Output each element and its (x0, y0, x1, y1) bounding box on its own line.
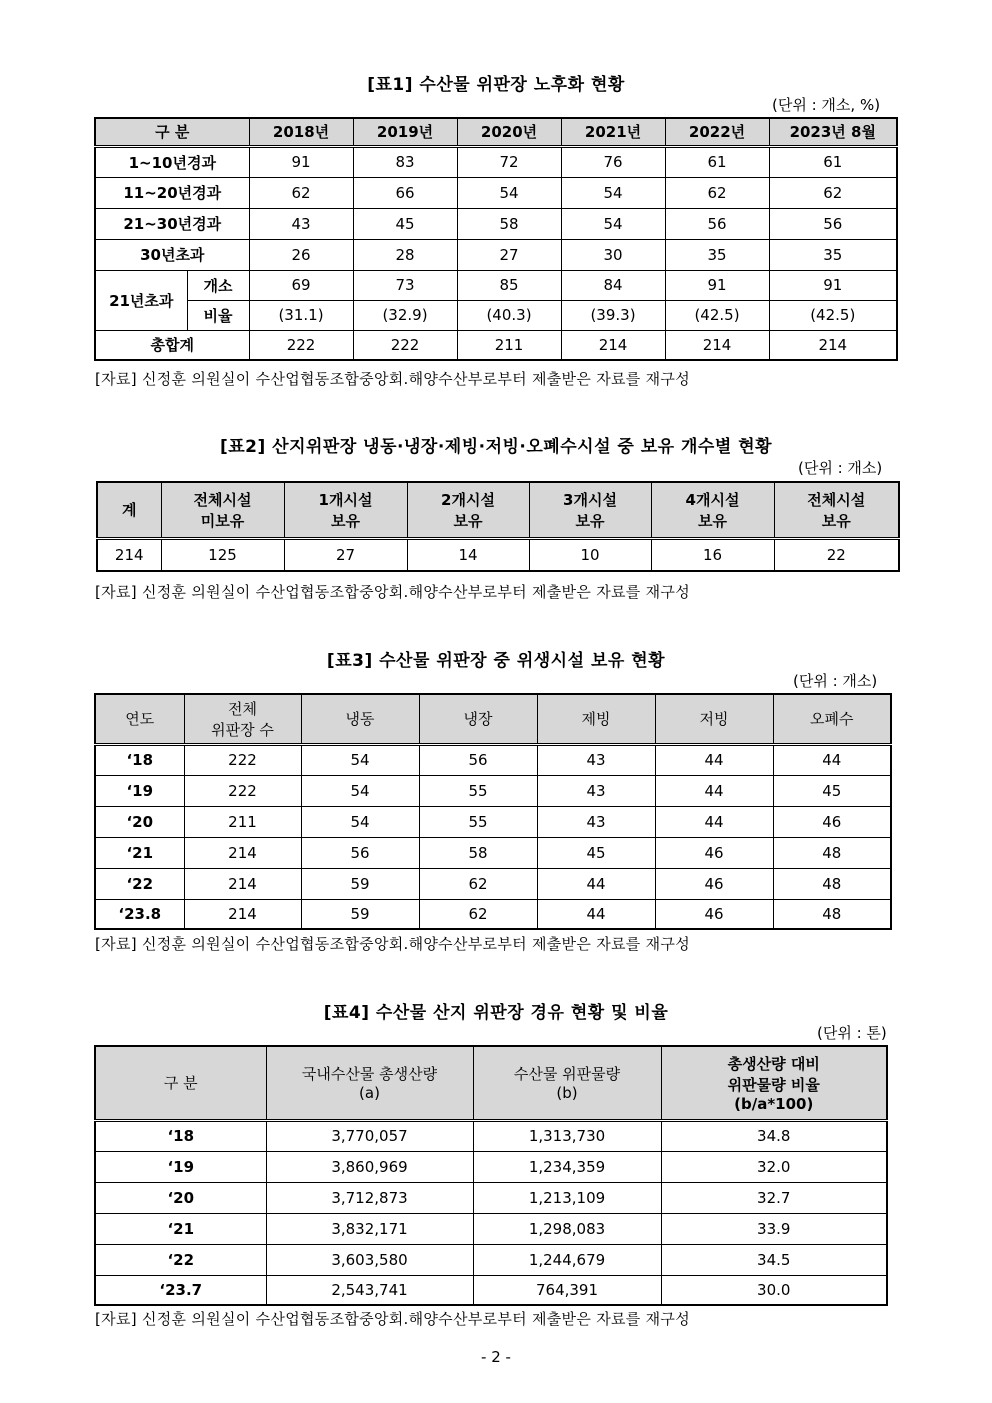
row-label: ‘19 (95, 1151, 266, 1182)
cell: 35 (769, 239, 897, 270)
cell: 43 (537, 744, 655, 775)
table1-header-cell: 2023년 8월 (769, 118, 897, 146)
header-line: 보유 (821, 511, 851, 530)
table2-header-cell (774, 482, 899, 538)
table-row (95, 1213, 887, 1244)
row-label: ‘22 (95, 1244, 266, 1275)
cell: 1,213,109 (473, 1182, 661, 1213)
table2-header-cell (97, 482, 161, 538)
cell: 1,298,083 (473, 1213, 661, 1244)
cell: 48 (773, 868, 891, 899)
table1-header-cell: 2022년 (665, 118, 769, 146)
cell: 56 (665, 208, 769, 239)
header-line: 오폐수 (810, 710, 854, 729)
table3-header-cell (184, 694, 301, 744)
row-label: ‘23.8 (95, 899, 184, 929)
cell: 214 (665, 330, 769, 360)
table4-source: [자료] 신정훈 의원실이 수산업협동조합중앙회.해양수산부로부터 제출받은 자료를 재구성 (95, 1310, 691, 1328)
header-line: 수산물 위판물량 (513, 1065, 621, 1084)
table4-header-cell (266, 1046, 473, 1120)
cell: (39.3) (561, 300, 665, 330)
header-line: 계 (122, 501, 137, 520)
header-line: 보유 (331, 511, 360, 530)
row-label: ‘21 (95, 837, 184, 868)
header-line: 전체시설 (193, 490, 252, 509)
cell: 26 (249, 239, 353, 270)
row-label: ‘18 (95, 1120, 266, 1151)
header-line: 위판장 수 (211, 720, 274, 739)
cell: 125 (161, 538, 284, 571)
table3 (94, 693, 892, 930)
table-row (95, 1182, 887, 1213)
cell: 33.9 (661, 1213, 887, 1244)
row-label: ‘20 (95, 806, 184, 837)
row-label: ‘19 (95, 775, 184, 806)
cell: 44 (655, 775, 773, 806)
cell: 62 (419, 868, 537, 899)
table4-header-cell (473, 1046, 661, 1120)
table2-header-cell (529, 482, 651, 538)
table-row (95, 837, 891, 868)
cell: 83 (353, 146, 457, 177)
page-number: - 2 - (481, 1348, 511, 1366)
cell: 59 (301, 868, 419, 899)
row-label: ‘18 (95, 744, 184, 775)
table3-unit: (단위 : 개소) (793, 672, 878, 690)
cell: 45 (353, 208, 457, 239)
cell: 214 (184, 899, 301, 929)
header-line: 전체 (228, 699, 257, 718)
cell: 46 (773, 806, 891, 837)
table1-header-cell: 2019년 (353, 118, 457, 146)
cell: 66 (353, 177, 457, 208)
table-row (95, 239, 897, 270)
header-line: (b) (556, 1084, 578, 1103)
table4-unit: (단위 : 톤) (817, 1024, 887, 1042)
cell: 72 (457, 146, 561, 177)
table1 (94, 117, 898, 361)
table-row (95, 177, 897, 208)
cell: 48 (773, 899, 891, 929)
header-line: 저빙 (699, 710, 729, 729)
cell: 3,860,969 (266, 1151, 473, 1182)
table-row (95, 806, 891, 837)
cell: 44 (655, 806, 773, 837)
table-row (95, 1244, 887, 1275)
table1-header-row (95, 118, 897, 146)
cell: 1,234,359 (473, 1151, 661, 1182)
cell: 54 (457, 177, 561, 208)
table4-header-cell (661, 1046, 887, 1120)
table3-source: [자료] 신정훈 의원실이 수산업협동조합중앙회.해양수산부로부터 제출받은 자료를 재구성 (95, 935, 691, 953)
table1-header-cell: 구 분 (95, 118, 249, 146)
cell: 62 (769, 177, 897, 208)
cell: 3,832,171 (266, 1213, 473, 1244)
table3-header-cell (655, 694, 773, 744)
table-row (95, 146, 897, 177)
cell: 3,603,580 (266, 1244, 473, 1275)
table4-title: [표4] 수산물 산지 위판장 경유 현황 및 비율 (323, 1003, 669, 1023)
cell: 59 (301, 899, 419, 929)
cell: 54 (561, 208, 665, 239)
cell: (42.5) (769, 300, 897, 330)
table2-title: [표2] 산지위판장 냉동·냉장·제빙·저빙·오폐수시설 중 보유 개수별 현황 (219, 437, 773, 457)
table2-header-cell (161, 482, 284, 538)
row-label: 21년초과 (95, 270, 187, 330)
cell: 214 (97, 538, 161, 571)
row-label: ‘23.7 (95, 1275, 266, 1305)
cell: 54 (561, 177, 665, 208)
table4-header-cell (95, 1046, 266, 1120)
cell: 214 (561, 330, 665, 360)
cell: 32.0 (661, 1151, 887, 1182)
table1-header-cell: 2018년 (249, 118, 353, 146)
cell: 27 (284, 538, 407, 571)
cell: 85 (457, 270, 561, 300)
cell: 84 (561, 270, 665, 300)
row-sublabel: 개소 (187, 270, 249, 300)
header-line: 총생산량 대비 (727, 1054, 820, 1073)
cell: 91 (249, 146, 353, 177)
table-row (95, 775, 891, 806)
table3-header-cell (301, 694, 419, 744)
cell: 30 (561, 239, 665, 270)
table-row (95, 868, 891, 899)
table-row (95, 1275, 887, 1305)
table3-header-cell (773, 694, 891, 744)
table3-title: [표3] 수산물 위판장 중 위생시설 보유 현황 (326, 651, 666, 671)
cell: 61 (665, 146, 769, 177)
cell: 61 (769, 146, 897, 177)
cell: 2,543,741 (266, 1275, 473, 1305)
cell: 58 (457, 208, 561, 239)
cell: 34.5 (661, 1244, 887, 1275)
table-row (95, 300, 897, 330)
row-label: 총합계 (95, 330, 249, 360)
table-row (97, 538, 899, 571)
cell: 34.8 (661, 1120, 887, 1151)
table3-header-cell (95, 694, 184, 744)
cell: 56 (419, 744, 537, 775)
cell: 43 (537, 775, 655, 806)
cell: 44 (655, 744, 773, 775)
table2-unit: (단위 : 개소) (798, 459, 883, 477)
header-line: 미보유 (200, 511, 245, 530)
cell: 222 (184, 744, 301, 775)
cell: 62 (419, 899, 537, 929)
cell: 62 (665, 177, 769, 208)
header-line: 보유 (453, 511, 483, 530)
cell: 56 (301, 837, 419, 868)
table1-header-cell: 2021년 (561, 118, 665, 146)
cell: 16 (651, 538, 774, 571)
table-row (95, 744, 891, 775)
table4 (94, 1045, 888, 1306)
cell: 46 (655, 899, 773, 929)
header-line: 연도 (125, 710, 155, 729)
cell: 1,244,679 (473, 1244, 661, 1275)
table2-source: [자료] 신정훈 의원실이 수산업협동조합중앙회.해양수산부로부터 제출받은 자료를 재구성 (95, 583, 691, 601)
cell: 54 (301, 806, 419, 837)
table3-header-cell (419, 694, 537, 744)
cell: 91 (769, 270, 897, 300)
cell: 45 (537, 837, 655, 868)
cell: 27 (457, 239, 561, 270)
cell: 58 (419, 837, 537, 868)
table3-header-cell (537, 694, 655, 744)
cell: 44 (537, 868, 655, 899)
table2-header-cell (651, 482, 774, 538)
header-line: (a) (359, 1084, 380, 1103)
cell: 44 (537, 899, 655, 929)
row-label: 21~30년경과 (95, 208, 249, 239)
cell: 73 (353, 270, 457, 300)
cell: 91 (665, 270, 769, 300)
table-row (95, 208, 897, 239)
table-row (95, 330, 897, 360)
table-row (95, 1120, 887, 1151)
cell: 55 (419, 806, 537, 837)
header-line: 위판물량 비율 (727, 1075, 820, 1094)
cell: 48 (773, 837, 891, 868)
cell: 54 (301, 744, 419, 775)
cell: 56 (769, 208, 897, 239)
header-line: 구 분 (163, 1074, 198, 1093)
cell: 76 (561, 146, 665, 177)
header-line: 3개시설 (563, 490, 617, 509)
cell: (31.1) (249, 300, 353, 330)
cell: (32.9) (353, 300, 457, 330)
cell: 28 (353, 239, 457, 270)
table-row (95, 1151, 887, 1182)
table1-header-cell: 2020년 (457, 118, 561, 146)
cell: 62 (249, 177, 353, 208)
cell: 222 (249, 330, 353, 360)
cell: 214 (184, 868, 301, 899)
cell: 214 (184, 837, 301, 868)
header-line: 냉동 (345, 710, 375, 729)
header-line: 국내수산물 총생산량 (301, 1065, 438, 1084)
header-line: (b/a*100) (734, 1094, 814, 1113)
header-line: 보유 (575, 511, 605, 530)
row-label: ‘21 (95, 1213, 266, 1244)
table3-header-row (95, 694, 891, 744)
cell: 1,313,730 (473, 1120, 661, 1151)
row-label: 30년초과 (95, 239, 249, 270)
cell: 211 (184, 806, 301, 837)
row-label: 11~20년경과 (95, 177, 249, 208)
header-line: 보유 (698, 511, 727, 530)
table2 (96, 481, 900, 572)
header-line: 전체시설 (807, 490, 866, 509)
header-line: 4개시설 (685, 490, 740, 509)
table1-unit: (단위 : 개소, %) (772, 96, 881, 114)
header-line: 제빙 (581, 710, 611, 729)
cell: 222 (353, 330, 457, 360)
cell: 45 (773, 775, 891, 806)
cell: 54 (301, 775, 419, 806)
cell: 10 (529, 538, 651, 571)
table2-header-cell (407, 482, 529, 538)
cell: (40.3) (457, 300, 561, 330)
table-row (95, 270, 897, 300)
table-row (95, 899, 891, 929)
cell: 22 (774, 538, 899, 571)
cell: 46 (655, 868, 773, 899)
row-label: ‘22 (95, 868, 184, 899)
cell: 32.7 (661, 1182, 887, 1213)
cell: 214 (769, 330, 897, 360)
row-label: ‘20 (95, 1182, 266, 1213)
cell: 55 (419, 775, 537, 806)
cell: 222 (184, 775, 301, 806)
cell: 3,712,873 (266, 1182, 473, 1213)
table2-header-row (97, 482, 899, 538)
cell: 44 (773, 744, 891, 775)
header-line: 1개시설 (318, 490, 373, 509)
table1-title: [표1] 수산물 위판장 노후화 현황 (367, 75, 625, 95)
cell: 30.0 (661, 1275, 887, 1305)
header-line: 2개시설 (441, 490, 495, 509)
cell: 35 (665, 239, 769, 270)
header-line: 냉장 (463, 710, 493, 729)
cell: 46 (655, 837, 773, 868)
cell: 69 (249, 270, 353, 300)
table4-header-row (95, 1046, 887, 1120)
row-sublabel: 비율 (187, 300, 249, 330)
cell: 211 (457, 330, 561, 360)
row-label: 1~10년경과 (95, 146, 249, 177)
table1-source: [자료] 신정훈 의원실이 수산업협동조합중앙회.해양수산부로부터 제출받은 자료를 재구성 (95, 370, 691, 388)
cell: (42.5) (665, 300, 769, 330)
table2-header-cell (284, 482, 407, 538)
cell: 43 (249, 208, 353, 239)
cell: 3,770,057 (266, 1120, 473, 1151)
cell: 43 (537, 806, 655, 837)
cell: 14 (407, 538, 529, 571)
cell: 764,391 (473, 1275, 661, 1305)
